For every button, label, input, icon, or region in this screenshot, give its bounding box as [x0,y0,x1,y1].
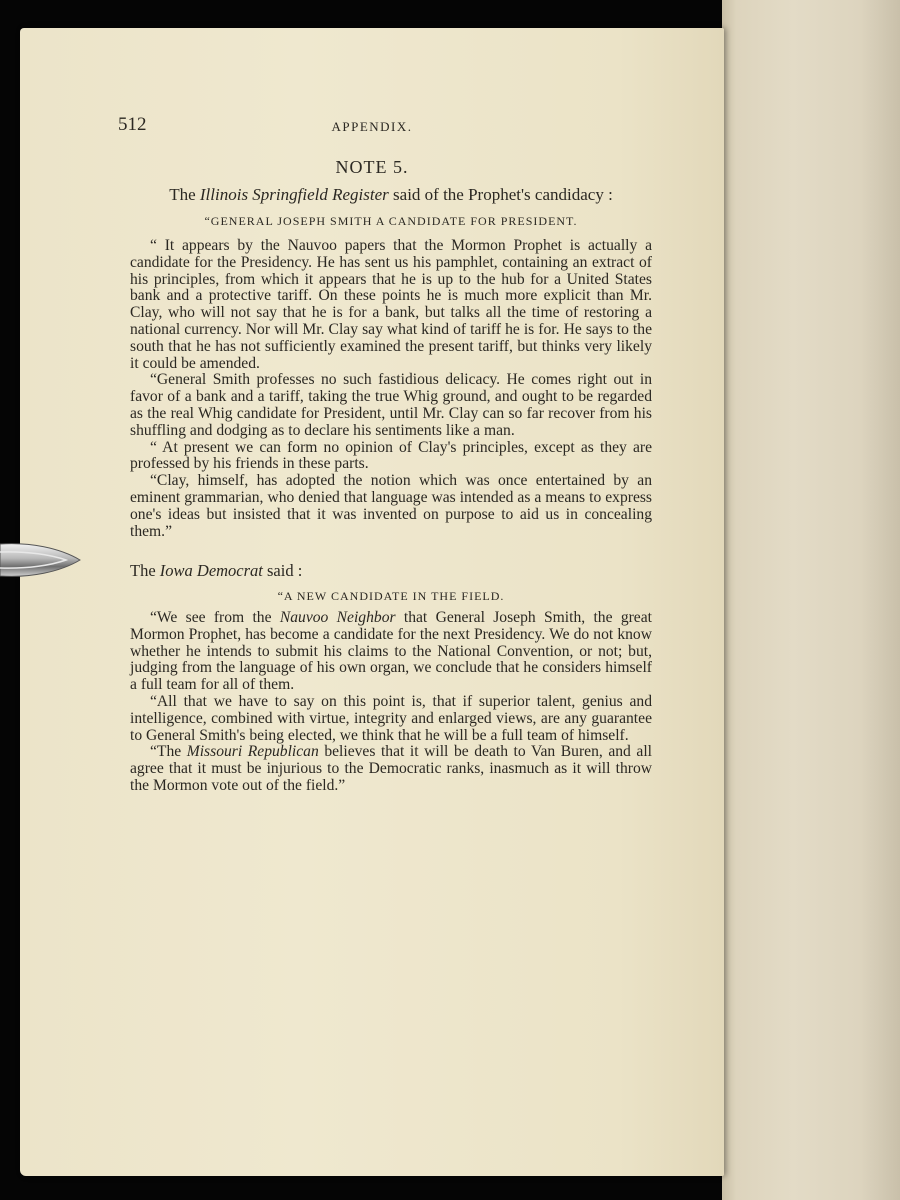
page-number: 512 [118,114,147,135]
paragraph: “ At present we can form no opinion of Clay's principles, except as they are professed by his friends in these parts. [130,438,652,473]
section2-intro: The Iowa Democrat said : [130,561,303,580]
paragraph: “The Missouri Republican believes that it will be death to Van Buren, and all agree that it must be injurious to the Democratic ranks, inasmuch as it will throw the Mormon vote out of the field.” [130,743,652,794]
section1-intro: The Illinois Springfield Register said of the Prophet's candidacy : [169,185,613,204]
running-head: APPENDIX. [331,119,413,134]
paper-clip-icon [0,538,82,582]
paragraph: “General Smith professes no such fastidious delicacy. He comes right out in favor of a bank and a tariff, taking the true Whig ground, and ought to be regarded as the real Whig candidate for President, until Mr. Clay can so far recover from his shuffling and dodging as to declare his sentiments like a man. [130,371,652,439]
section2-heading: “A NEW CANDIDATE IN THE FIELD. [277,589,505,603]
book-page [20,28,724,1176]
note-title: NOTE 5. [335,157,409,177]
adjacent-page-edge [722,0,900,1200]
paragraph: “Clay, himself, has adopted the notion which was once entertained by an eminent grammarian, who denied that language was intended as a means to express one's ideas but insisted that it was invented on purpose to aid us in concealing them.” [130,472,652,540]
section2-body [130,610,652,795]
paragraph: “ It appears by the Nauvoo papers that the Mormon Prophet is actually a candidate for the Presidency. He has sent us his pamphlet, containing an extract of his principles, from which it appears that he is up to the hub for a United States bank and a protective tariff. On these points he is much more explicit than Mr. Clay, who will not say that he is for a bank, but talks all the time of restoring a national currency. Nor will Mr. Clay say what kind of tariff he is for. He says to the south that he has not sufficiently examined the present tariff, but thinks very likely it could be amended. [130,237,652,372]
section1-body [130,238,652,540]
newspaper-title: Iowa Democrat [159,561,263,580]
section1-heading: “GENERAL JOSEPH SMITH A CANDIDATE FOR PRESIDENT. [204,214,578,228]
paragraph: “All that we have to say on this point is, that if superior talent, genius and intelligence, combined with virtue, integrity and enlarged views, are any guarantee to General Smith's being elected, we think that he will be a full team of himself. [130,692,652,744]
newspaper-title: Illinois Springfield Register [199,185,389,204]
paragraph: “We see from the Nauvoo Neighbor that General Joseph Smith, the great Mormon Prophet, has become a candidate for the next Presidency. We do not know whether he intends to submit his claims to the National Convention, or not; but, judging from the language of his own organ, we conclude that he considers himself a full team for all of them. [130,609,652,694]
